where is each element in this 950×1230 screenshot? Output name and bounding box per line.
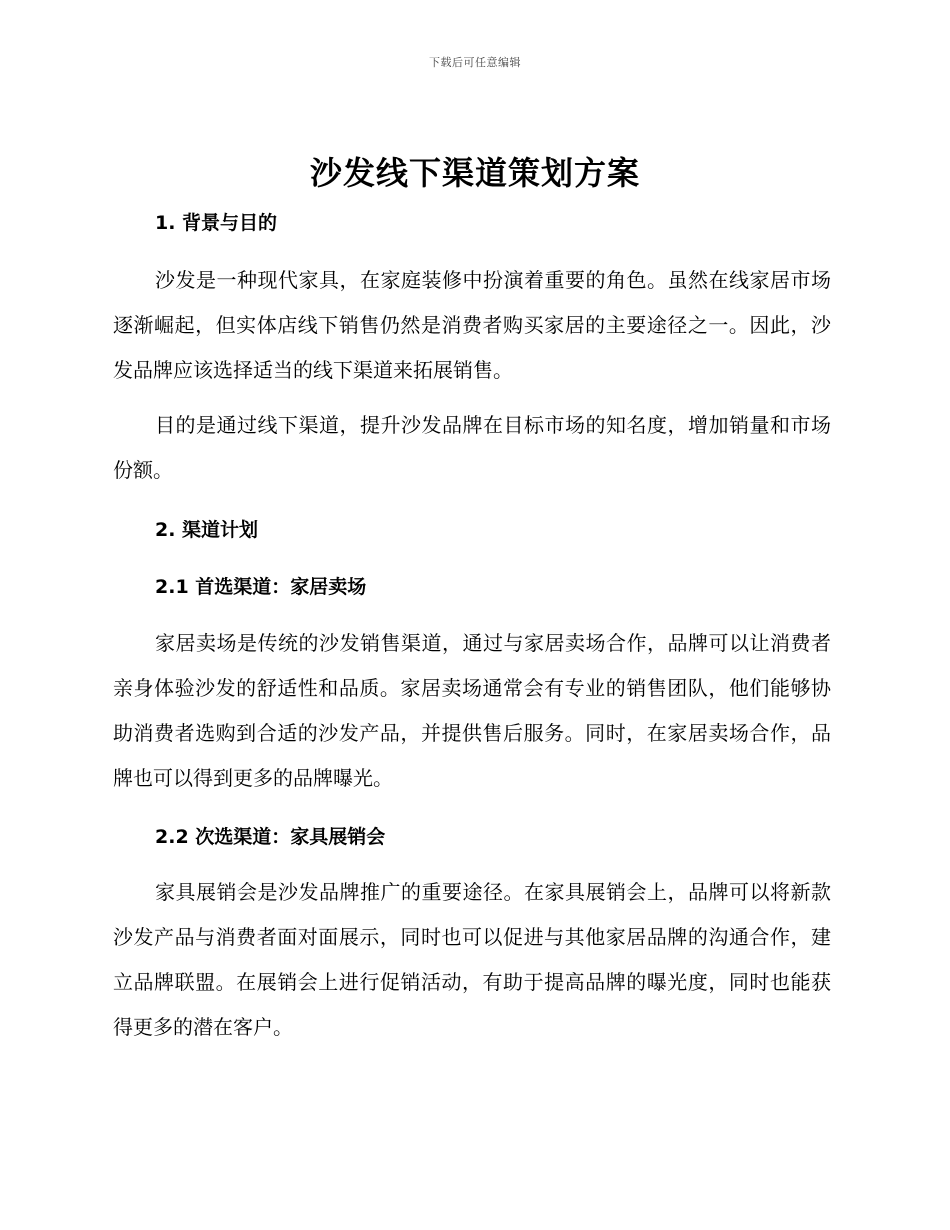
paragraph-home-mall: 家居卖场是传统的沙发销售渠道，通过与家居卖场合作，品牌可以让消费者亲身体验沙发的舒适性和品质。家居卖场通常会有专业的销售团队，他们能够协助消费者选购到合适的沙发产品，并提供售后服务。同时，在家居卖场合作，品牌也可以得到更多的品牌曝光。 bbox=[113, 631, 831, 790]
paragraph-furniture-fair: 家具展销会是沙发品牌推广的重要途径。在家具展销会上，品牌可以将新款沙发产品与消费者面对面展示，同时也可以促进与其他家居品牌的沟通合作，建立品牌联盟。在展销会上进行促销活动，有助于提高品牌的曝光度，同时也能获得更多的潜在客户。 bbox=[113, 880, 831, 1039]
paragraph-purpose: 目的是通过线下渠道，提升沙发品牌在目标市场的知名度，增加销量和市场份额。 bbox=[113, 413, 831, 482]
document-title: 沙发线下渠道策划方案 bbox=[309, 154, 640, 192]
section-heading-background: 1. 背景与目的 bbox=[155, 212, 278, 234]
subsection-heading-home-mall: 2.1 首选渠道：家居卖场 bbox=[155, 576, 367, 598]
paragraph-background: 沙发是一种现代家具，在家庭装修中扮演着重要的角色。虽然在线家居市场逐渐崛起，但实体店线下销售仍然是消费者购买家居的主要途径之一。因此，沙发品牌应该选择适当的线下渠道来拓展销售。 bbox=[113, 268, 831, 382]
subsection-heading-furniture-fair: 2.2 次选渠道：家具展销会 bbox=[155, 826, 386, 848]
header-note: 下载后可任意编辑 bbox=[429, 56, 521, 69]
section-heading-channel-plan: 2. 渠道计划 bbox=[155, 519, 259, 541]
